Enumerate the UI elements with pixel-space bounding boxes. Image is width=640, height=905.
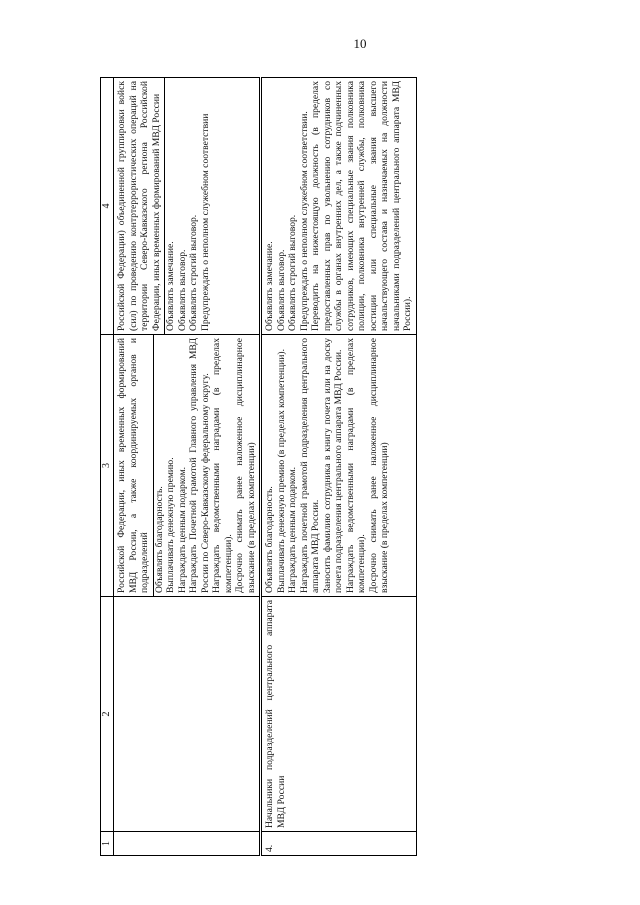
penalty-item: Объявлять выговор. (176, 249, 188, 331)
reward-item: Награждать ценным подарком. (287, 466, 298, 593)
reward-item: Награждать ведомственными наградами (в пределах компетенции). (211, 338, 234, 593)
cell-position (261, 597, 417, 832)
reward-item: Выплачивать денежную премию (в пределах компетенции). (275, 349, 287, 593)
column-header-3: 3 (101, 335, 114, 597)
reward-item: Награждать ценным подарком. (176, 466, 188, 593)
penalty-item: Объявлять замечание. (264, 241, 275, 331)
continued-text-col3: Российской Федерации, иных временных формирований МВД России, а также координируемых органов и подразделений (116, 338, 150, 593)
rotated-table-container (100, 78, 588, 856)
reward-item: Досрочно снимать ранее наложенное дисциплинарное взыскание (в пределах компетенции) (234, 338, 257, 593)
reward-item: Награждать Почетной грамотой Главного управления МВД России по Северо-Кавказскому федеральному округу. (188, 338, 211, 593)
reward-item: Объявлять благодарность. (153, 486, 165, 593)
reward-item: Награждать ведомственными наградами (в пределах компетенции). (344, 338, 367, 593)
rewards-list (264, 338, 391, 593)
discipline-table (100, 77, 417, 856)
penalty-item: Переводить на нижестоящую должность (в пределах предоставленных прав по увольнению сотрудников со службы в органах внутренних дел, а также подчиненных сотрудников, имеющих специальные звания полковника полиции, полковника внутренней службы, полковника юстиции или специальные звания высшего начальствующего состава и назначаемых на должности начальниками подразделений центрального аппарата МВД России). (310, 81, 413, 331)
reward-item: Награждать почетной грамотой подразделения центрального аппарата МВД России. (298, 338, 321, 593)
reward-item: Объявлять благодарность. (264, 486, 275, 593)
penalty-item: Объявлять строгий выговор. (188, 214, 199, 331)
cell-rewards (261, 335, 417, 597)
cell-continued-rewards (114, 335, 261, 597)
cell-continued-penalties (114, 78, 261, 335)
penalties-list (165, 81, 211, 331)
column-header-4: 4 (101, 78, 114, 335)
table-row-continued (114, 78, 261, 856)
column-header-1: 1 (101, 832, 114, 856)
table-header-row (101, 78, 114, 856)
cell-empty-number (114, 832, 261, 856)
penalty-item: Предупреждать о неполном служебном соответствии (199, 113, 211, 331)
rewards-list (154, 338, 258, 593)
position-text: Начальники подразделений центрального аппарата МВД России (264, 600, 287, 828)
reward-item: Заносить фамилию сотрудника в книгу почета или на доску почета подразделения центрального аппарата МВД России. (321, 338, 344, 593)
page-number: 10 (353, 36, 367, 51)
reward-item: Досрочно снимать ранее наложенное дисциплинарное взыскание (в пределах компетенции) (367, 338, 390, 593)
continued-text-col4: Российской Федерации) объединенной группировки войск (сил) по проведению контртеррористических операций на территории Северо-Кавказского региона Российской Федерации, иных временных формирований МВД России (116, 81, 162, 331)
cell-row-number: 4. (261, 832, 417, 856)
table-row-4 (261, 78, 417, 856)
penalty-item: Объявлять строгий выговор. (287, 214, 298, 331)
cell-penalties (261, 78, 417, 335)
penalty-item: Объявлять выговор. (275, 249, 287, 331)
reward-item: Выплачивать денежную премию. (165, 457, 176, 593)
penalties-list (264, 81, 414, 331)
penalty-item: Предупреждать о неполном служебном соответствии. (298, 111, 310, 331)
penalty-item: Объявлять замечание. (165, 241, 176, 331)
column-header-2: 2 (101, 597, 114, 832)
cell-empty-position (114, 597, 261, 832)
